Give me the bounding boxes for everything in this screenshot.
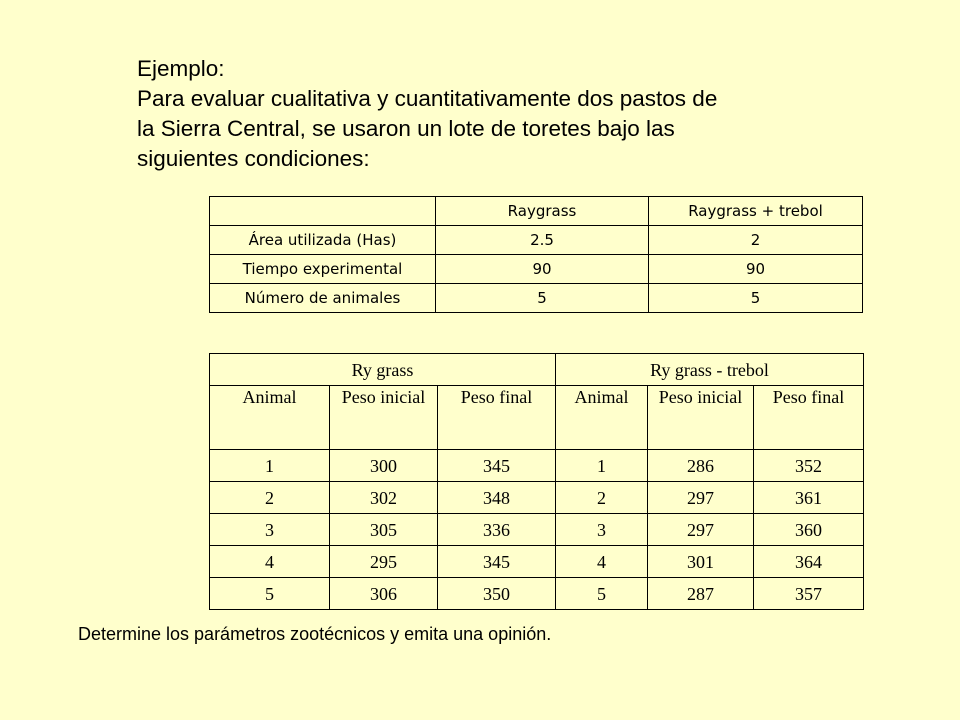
table-cell: 306 [330,578,438,610]
table-row [210,284,863,313]
table-cell: 90 [436,255,649,284]
table-row [210,482,864,514]
table-cell: 2 [649,226,863,255]
table-cell: 5 [436,284,649,313]
footer-instruction: Determine los parámetros zootécnicos y emita una opinión. [78,624,552,644]
table-cell: 3 [556,514,648,546]
table-header-row [210,197,863,226]
table-cell: 3 [210,514,330,546]
column-header-row [210,386,864,450]
group-header-row [210,354,864,386]
table-cell: 345 [438,546,556,578]
table-header-cell: Raygrass + trebol [649,197,863,226]
intro-line: siguientes condiciones: [137,146,370,171]
column-header-cell: Peso final [754,386,864,450]
table-cell: 5 [210,578,330,610]
table-cell: 352 [754,450,864,482]
intro-text [137,54,857,174]
table-row [210,514,864,546]
conditions-table [209,196,863,313]
table-cell: 2.5 [436,226,649,255]
table-cell: 287 [648,578,754,610]
intro-line: la Sierra Central, se usaron un lote de toretes bajo las [137,116,675,141]
table-cell: 361 [754,482,864,514]
table-cell: 300 [330,450,438,482]
table-cell: 302 [330,482,438,514]
table-cell: 297 [648,482,754,514]
table-row [210,578,864,610]
table-cell: 336 [438,514,556,546]
table-row [210,546,864,578]
table-row [210,226,863,255]
table-cell: 2 [556,482,648,514]
table-cell: 364 [754,546,864,578]
table-cell: 301 [648,546,754,578]
table-cell: 348 [438,482,556,514]
table-cell: 4 [556,546,648,578]
table-cell: 297 [648,514,754,546]
intro-heading: Ejemplo: [137,56,225,81]
column-header-cell: Peso final [438,386,556,450]
table-cell: 305 [330,514,438,546]
table-cell: 5 [556,578,648,610]
table-cell: 357 [754,578,864,610]
table-cell: 90 [649,255,863,284]
table-cell: Número de animales [210,284,436,313]
column-header-cell: Peso inicial [330,386,438,450]
table-cell: 295 [330,546,438,578]
table-cell: 1 [210,450,330,482]
group-header-ry-grass-trebol: Ry grass - trebol [556,354,864,386]
table-cell: Tiempo experimental [210,255,436,284]
animal-weights-table [209,353,864,610]
table-cell: 350 [438,578,556,610]
group-header-ry-grass: Ry grass [210,354,556,386]
intro-line: Para evaluar cualitativa y cuantitativamente dos pastos de [137,86,718,111]
table-row [210,450,864,482]
table-header-cell [210,197,436,226]
table-cell: 286 [648,450,754,482]
column-header-cell: Animal [556,386,648,450]
table-cell: Área utilizada (Has) [210,226,436,255]
table-cell: 345 [438,450,556,482]
column-header-cell: Peso inicial [648,386,754,450]
table-cell: 4 [210,546,330,578]
table-header-cell: Raygrass [436,197,649,226]
table-cell: 5 [649,284,863,313]
table-cell: 1 [556,450,648,482]
table-row [210,255,863,284]
column-header-cell: Animal [210,386,330,450]
table-cell: 360 [754,514,864,546]
table-cell: 2 [210,482,330,514]
